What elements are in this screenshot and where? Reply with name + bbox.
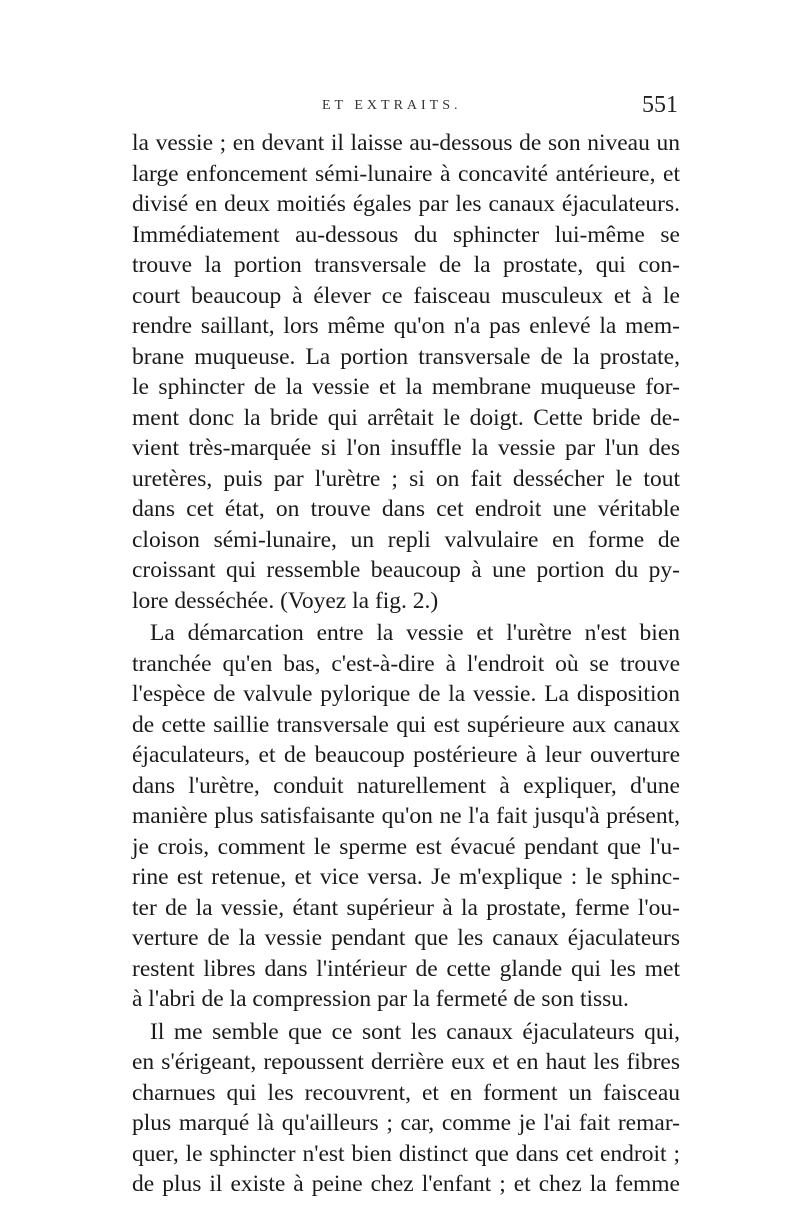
text-line: trouve la portion transversale de la prostate, qui con-: [132, 252, 680, 278]
text-line: court beaucoup à élever ce faisceau musculeux et à le: [132, 282, 680, 309]
text-line: croissant qui ressemble beaucoup à une portion du py-: [132, 557, 680, 583]
text-line: Il me semble que ce sont les canaux éjaculateurs qui,: [150, 1018, 680, 1045]
body-text: [132, 128, 680, 1200]
page-number: 551: [642, 92, 678, 118]
text-line: éjaculateurs, et de beaucoup postérieure à leur ouverture: [132, 742, 680, 768]
running-title: ET EXTRAITS.: [322, 98, 462, 113]
text-line: en s'érigeant, repoussent derrière eux et en haut les fibres: [132, 1049, 680, 1075]
text-line: je crois, comment le sperme est évacué pendant que l'u-: [132, 833, 680, 860]
text-line: ter de la vessie, étant supérieur à la prostate, ferme l'ou-: [132, 894, 680, 921]
text-line: Immédiatement au-dessous du sphincter lui-même se: [132, 221, 680, 248]
text-line: divisé en deux moitiés égales par les canaux éjaculateurs.: [132, 191, 680, 217]
text-line: lore desséchée. (Voyez la fig. 2.): [132, 587, 439, 614]
paragraph-1: [132, 128, 680, 616]
text-line: large enfoncement sémi-lunaire à concavité antérieure, et: [132, 160, 680, 187]
text-line: manière plus satisfaisante qu'on ne l'a fait jusqu'à présent,: [132, 803, 680, 829]
paragraph-3: [132, 1017, 680, 1200]
text-line: verture de la vessie pendant que les canaux éjaculateurs: [132, 925, 680, 951]
text-line: restent libres dans l'intérieur de cette glande qui les met: [132, 955, 680, 982]
running-head: [132, 92, 680, 122]
text-line: à l'abri de la compression par la fermeté de son tissu.: [132, 986, 629, 1012]
text-line: cloison sémi-lunaire, un repli valvulaire en forme de: [132, 526, 680, 553]
text-line: plus marqué là qu'ailleurs ; car, comme je l'ai fait remar-: [132, 1110, 680, 1136]
text-line: rine est retenue, et vice versa. Je m'explique : le sphinc-: [132, 864, 680, 890]
paragraph-2: [132, 618, 680, 1015]
text-line: la vessie ; en devant il laisse au-dessous de son niveau un: [132, 130, 680, 156]
text-line: de cette saillie transversale qui est supérieure aux canaux: [132, 711, 680, 738]
text-line: uretères, puis par l'urètre ; si on fait dessécher le tout: [132, 465, 680, 492]
text-line: La démarcation entre la vessie et l'urètre n'est bien: [150, 620, 680, 646]
text-line: le sphincter de la vessie et la membrane muqueuse for-: [132, 374, 680, 400]
text-line: quer, le sphincter n'est bien distinct que dans cet endroit ;: [132, 1140, 680, 1167]
text-line: ment donc la bride qui arrêtait le doigt. Cette bride de-: [132, 404, 680, 431]
text-line: dans l'urètre, conduit naturellement à expliquer, d'une: [132, 772, 680, 799]
text-line: vient très-marquée si l'on insuffle la vessie par l'un des: [132, 435, 680, 461]
text-line: tranchée qu'en bas, c'est-à-dire à l'endroit où se trouve: [132, 650, 680, 677]
text-line: brane muqueuse. La portion transversale de la prostate,: [132, 343, 680, 370]
text-line: charnues qui les recouvrent, et en forment un faisceau: [132, 1079, 680, 1106]
text-line: dans cet état, on trouve dans cet endroit une véritable: [132, 496, 680, 522]
text-line: l'espèce de valvule pylorique de la vessie. La disposition: [132, 681, 680, 707]
text-line: rendre saillant, lors même qu'on n'a pas enlevé la mem-: [132, 313, 680, 339]
text-line: de plus il existe à peine chez l'enfant ; et chez la femme: [132, 1171, 680, 1197]
